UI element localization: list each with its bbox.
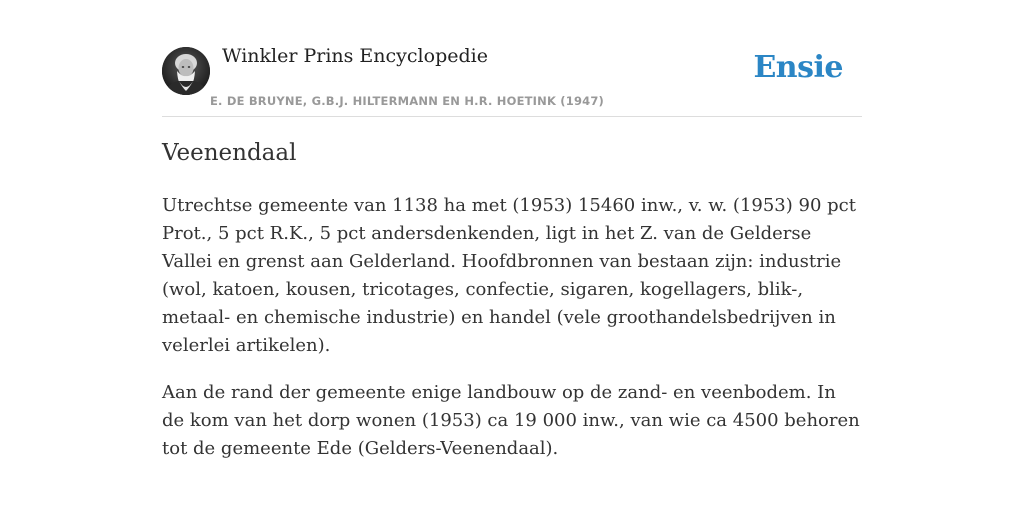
article-paragraph: Utrechtse gemeente van 1138 ha met (1953) 15460 inw., v. w. (1953) 90 pct Prot., 5 pct R.K., 5 pct andersdenkenden, ligt in het Z. van de Gelderse Vallei en grenst aan Gelderland. Hoofdbronnen van bestaan zijn: industrie (wol, katoen, kousen, tricotages, confectie, sigaren, kogellagers, blik-, metaal- en chemische industrie) en handel (vele groothandelsbedrijven in velerlei artikelen). [162,195,856,356]
portrait-icon [162,47,210,95]
author-avatar[interactable] [162,47,210,95]
source-header [162,0,862,117]
article-title: Veenendaal [162,140,297,166]
brand-logo[interactable]: Ensie [753,50,843,85]
page-container [162,0,862,459]
article-paragraph: Aan de rand der gemeente enige landbouw op de zand- en veenbodem. In de kom van het dorp wonen (1953) ca 19 000 inw., van wie ca 4500 behoren tot de gemeente Ede (Gelders-Veenendaal). [162,382,860,459]
article-body [162,192,862,482]
source-authors: E. DE BRUYNE, G.B.J. HILTERMANN EN H.R. HOETINK (1947) [210,94,605,108]
source-title[interactable]: Winkler Prins Encyclopedie [222,45,488,67]
